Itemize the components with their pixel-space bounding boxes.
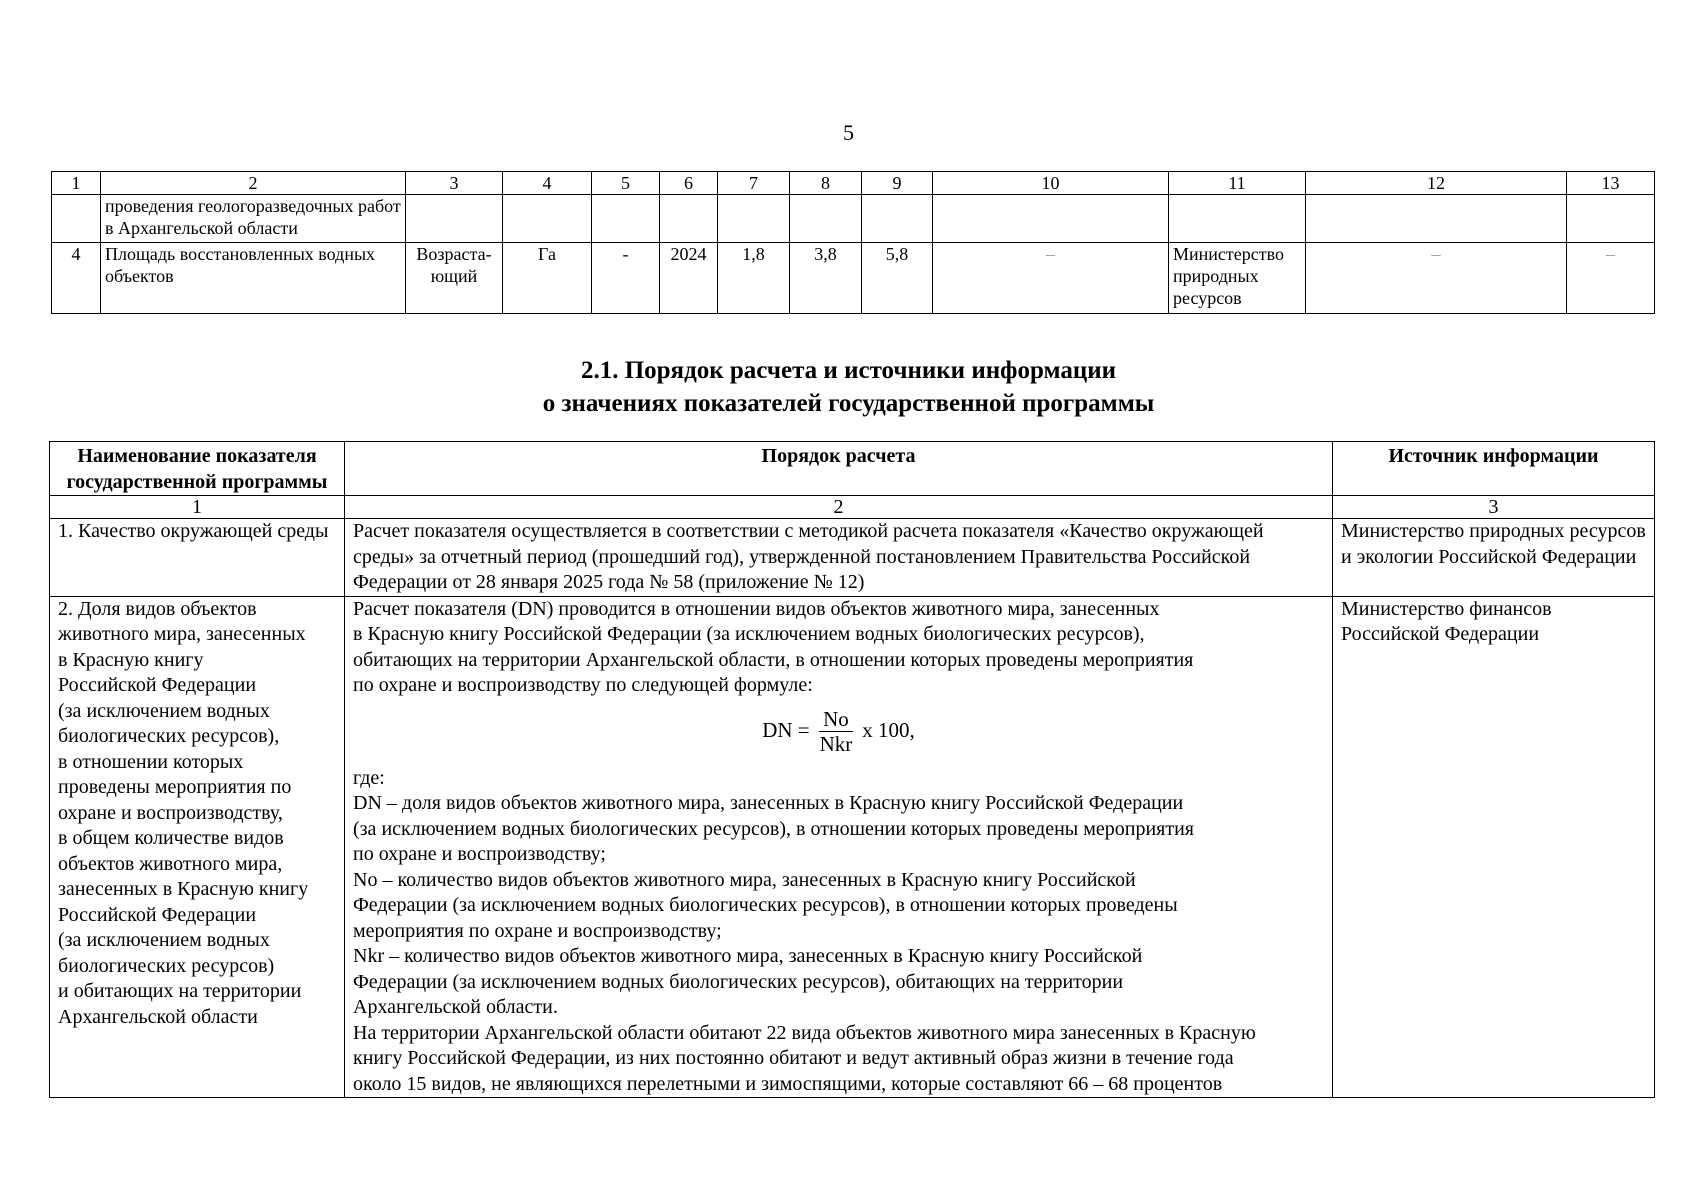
col-number: 2 [345, 496, 1333, 519]
header-indicator-name: Наименование показателя государственной программы [50, 442, 345, 496]
heading-line-2: о значениях показателей государственной программы [542, 390, 1155, 417]
col-number: 3 [1333, 496, 1655, 519]
col-number: 4 [503, 172, 592, 195]
indicator-name: Площадь восстановленных водных объектов [101, 243, 406, 314]
formula-denominator: Nkr [819, 731, 853, 756]
table-row [52, 195, 1655, 243]
indicator-trend: Возраста-ющий [406, 243, 503, 314]
indicator-name: 2. Доля видов объектов животного мира, занесенных в Красную книгу Российской Федерации (за исключением водных биологических ресурсов), в отношении которых проведены мероприятия по охране и воспроизводству, в общем количестве видов объектов животного мира, занесенных в Красную книгу Российской Федерации (за исключением водных биологических ресурсов) и обитающих на территории Архангельской области [50, 596, 345, 1098]
col-number: 13 [1567, 172, 1655, 195]
table-row [50, 519, 1655, 597]
indicator-name-continued: проведения геологоразведочных работ в Архангельской области [101, 195, 406, 243]
col-number: 1 [50, 496, 345, 519]
calculation-table [49, 441, 1655, 1098]
indicators-table [51, 171, 1655, 314]
calculation-text: Расчет показателя осуществляется в соответствии с методикой расчета показателя «Качество окружающей среды» за отчетный период (прошедший год), утвержденной постановлением Правительства Российской Федерации от 28 января 2025 года № 58 (приложение № 12) [345, 519, 1333, 597]
column-numbers-row [50, 496, 1655, 519]
calculation-text: Расчет показателя (DN) проводится в отношении видов объектов животного мира, занесенных в Красную книгу Российской Федерации (за исключением водных биологических ресурсов), обитающих на территории Архангельской области, в отношении которых проведены мероприятия по охране и воспроизводству по следующей формуле: DN = $\frac{No}{\text{Nkr}}$ x 100, где: DN – доля видов объектов животного мира, занесенных в Красную книгу Российской Федерации (за исключением водных биологических ресурсов), в отношении которых проведены мероприятия по охране и воспроизводству; No – количество видов объектов животного мира, занесенных в Красную книгу Российской Федерации (за исключением водных биологических ресурсов), в отношении которых проведены мероприятия по охране и воспроизводству; Nkr – количество видов объектов животного мира, занесенных в Красную книгу Российской Федерации (за исключением водных биологических ресурсов), обитающих на территории Архангельской области. На территории Архангельской области обитают 22 вида объектов животного мира занесенных в Красную книгу Российской Федерации, из них постоянно обитают и ведут активный образ жизни в течение года около 15 видов, не являющихся перелетными и зимоспящими, которые составляют 66 – 68 процентов [345, 596, 1333, 1098]
col-number: 8 [790, 172, 862, 195]
formula-lhs: DN = [762, 718, 810, 743]
col-number: 3 [406, 172, 503, 195]
page-number: 5 [843, 120, 854, 145]
header-source: Источник информации [1333, 442, 1655, 496]
col-number: 9 [862, 172, 933, 195]
formula-rhs: x 100, [862, 718, 915, 743]
col-number: 11 [1169, 172, 1306, 195]
unit: Га [503, 243, 592, 314]
indicator-name: 1. Качество окружающей среды [50, 519, 345, 597]
col-number: 7 [718, 172, 790, 195]
col-number: 5 [592, 172, 660, 195]
section-heading [0, 354, 1697, 420]
value-year-1: 1,8 [718, 243, 790, 314]
header-calculation: Порядок расчета [345, 442, 1333, 496]
responsible-body: Министерство природных ресурсов [1169, 243, 1306, 314]
col10-value: – [933, 243, 1169, 314]
col13-value: – [1567, 243, 1655, 314]
header-row [50, 442, 1655, 496]
value-year-3: 5,8 [862, 243, 933, 314]
col-number: 10 [933, 172, 1169, 195]
formula-numerator: No [819, 707, 853, 732]
value-year-2: 3,8 [790, 243, 862, 314]
heading-line-1: 2.1. Порядок расчета и источники информации [580, 357, 1117, 384]
col-number: 1 [52, 172, 101, 195]
col-number: 12 [1306, 172, 1567, 195]
base-year: 2024 [660, 243, 718, 314]
formula-fraction [816, 707, 857, 756]
information-source: Министерство финансов Российской Федерации [1333, 596, 1655, 1098]
table-row [52, 243, 1655, 314]
table-row [50, 596, 1655, 1098]
dn-formula [353, 699, 1324, 766]
base-value: - [592, 243, 660, 314]
col12-value: – [1306, 243, 1567, 314]
row-number: 4 [52, 243, 101, 314]
col-number: 6 [660, 172, 718, 195]
col-number: 2 [101, 172, 406, 195]
column-numbers-row [52, 172, 1655, 195]
information-source: Министерство природных ресурсов и экологии Российской Федерации [1333, 519, 1655, 597]
